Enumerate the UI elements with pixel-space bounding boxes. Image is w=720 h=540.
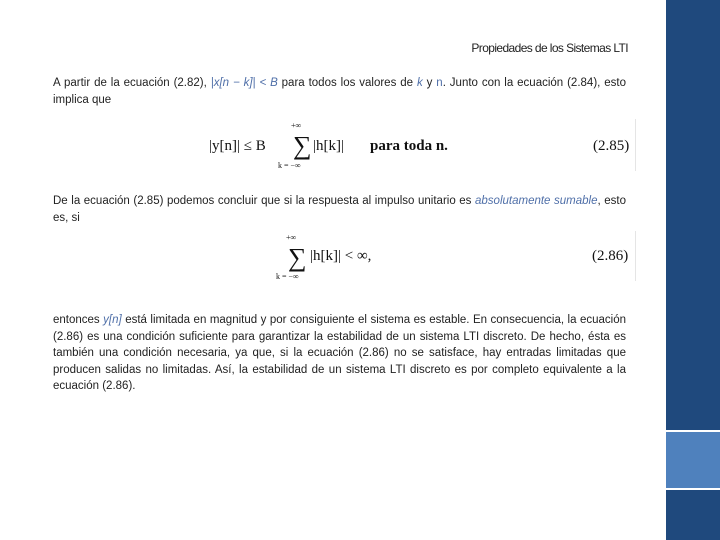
sidebar-light-band — [666, 432, 720, 488]
p1-highlight-k: k — [416, 77, 423, 89]
equation-2-85 — [205, 119, 636, 171]
p3-highlight-yn: y[n] — [103, 314, 122, 326]
p1-text-4: . Junto con la ecuación (2.84), esto implica que — [53, 77, 626, 106]
p3-text-1: entonces — [53, 314, 104, 326]
eq86-number: (2.86) — [592, 248, 629, 264]
eq86-sum-bottom: k = −∞ — [276, 272, 299, 281]
slide-header: Propiedades de los Sistemas LTI — [471, 41, 628, 55]
p2-highlight-sumable: absolutamente sumable — [475, 195, 598, 207]
p1-highlight-n: n — [436, 77, 443, 89]
p1-highlight-bound: |x[n − k]| < B — [210, 77, 278, 89]
paragraph-3 — [53, 312, 626, 395]
eq86-sum-top: +∞ — [286, 233, 297, 242]
eq85-lhs: |y[n]| ≤ B — [209, 138, 266, 154]
p3-text-2: está limitada en magnitud y por consiguiente el sistema es estable. En consecuencia, la ecuación (2.86) es una condición suficiente para garantizar la estabilidad de un sistema LTI discreto. De hecho, ésta es también una condición necesaria, ya que, si la ecuación (2.86) no se satisface, hay entradas limitadas que producen salidas no limitadas. Así, la estabilidad de un sistema LTI discreto es por completo equivalente a la ecuación (2.86). — [53, 314, 627, 392]
eq85-condition: para toda n. — [370, 138, 448, 154]
decorative-sidebar — [666, 0, 720, 540]
equation-2-86 — [270, 231, 636, 281]
p1-text-1: A partir de la ecuación (2.82), — [53, 77, 211, 89]
eq86-term: |h[k]| < ∞, — [310, 248, 372, 264]
paragraph-2 — [53, 193, 626, 226]
paragraph-1 — [53, 75, 626, 108]
eq85-sum-top: +∞ — [291, 121, 302, 130]
eq85-term: |h[k]| — [313, 138, 344, 154]
eq85-sum-bottom: k = −∞ — [278, 161, 301, 170]
p2-text-2: , esto es, si — [53, 195, 626, 224]
p1-text-2: para todos los valores de — [277, 77, 417, 89]
sidebar-top-band — [666, 0, 720, 430]
eq85-sum-symbol: ∑ — [293, 131, 312, 160]
eq85-number: (2.85) — [593, 138, 630, 154]
p2-text-1: De la ecuación (2.85) podemos concluir que si la respuesta al impulso unitario es — [53, 195, 476, 207]
eq86-sum-symbol: ∑ — [288, 243, 307, 272]
p1-text-3: y — [422, 77, 437, 89]
sidebar-bottom-band — [666, 490, 720, 540]
